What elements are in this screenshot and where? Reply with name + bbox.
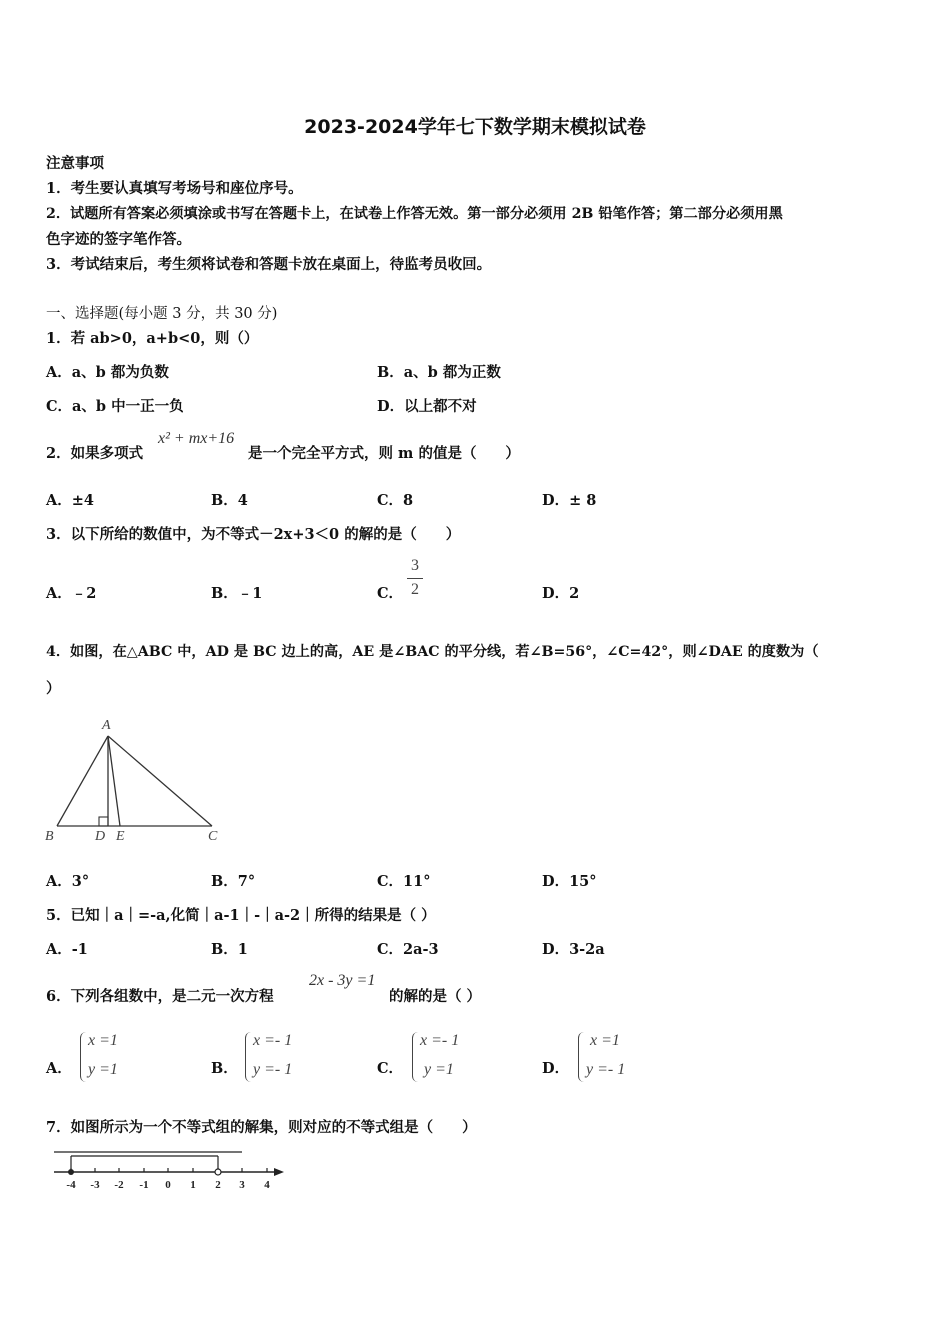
- q5-option-b: B．1: [211, 941, 248, 958]
- q2-option-d: D．± 8: [542, 492, 597, 509]
- q2-expression: x² + mx+16: [158, 430, 235, 447]
- q4-stem: 4．如图，在△ABC 中，AD 是 BC 边上的高，AE 是∠BAC 的平分线，若∠B=56°，∠C=42°，则∠DAE 的度数为（: [46, 644, 819, 660]
- label-b: B: [45, 829, 54, 844]
- notice-heading: 注意事项: [46, 155, 104, 172]
- q6-option-d-line2: y =- 1: [586, 1061, 626, 1078]
- q6-option-b-line1: x =- 1: [253, 1032, 293, 1049]
- q1-option-a: A．a、b 都为负数: [46, 364, 169, 381]
- notice-item-2: 2．试题所有答案必须填涂或书写在答题卡上，在试卷上作答无效。第一部分必须用 2B 铅笔作答；第二部分必须用黑: [46, 206, 783, 222]
- right-angle-mark: [99, 817, 108, 826]
- q3-fraction-numerator: 3: [411, 557, 419, 574]
- tick-label: 1: [190, 1179, 196, 1191]
- q6-option-a-line2: y =1: [88, 1061, 118, 1078]
- q4-option-b: B．7°: [211, 873, 256, 890]
- label-a: A: [102, 718, 111, 733]
- side-ab: [57, 736, 108, 826]
- q3-stem: 3．以下所给的数值中，为不等式－2x+3＜0 的解的是（ ）: [46, 526, 461, 543]
- number-line-figure: [46, 1146, 296, 1194]
- q3-option-a: A．﹣2: [46, 585, 97, 602]
- q1-option-c: C．a、b 中一正一负: [46, 398, 184, 415]
- q4-option-a: A．3°: [46, 873, 90, 890]
- q5-option-a: A．-1: [46, 941, 88, 958]
- q1-option-d: D．以上都不对: [377, 398, 477, 415]
- brace-icon: [578, 1032, 585, 1082]
- q3-option-c: C．: [377, 585, 404, 602]
- tick-label: -1: [139, 1179, 149, 1191]
- solid-point-icon: [68, 1169, 74, 1175]
- label-c: C: [208, 829, 218, 844]
- bisector-ae: [108, 736, 120, 826]
- brace-icon: [245, 1032, 252, 1082]
- q5-option-d: D．3-2a: [542, 941, 605, 958]
- side-ac: [108, 736, 212, 826]
- q6-option-c-line2: y =1: [424, 1061, 454, 1078]
- q2-option-a: A．±4: [46, 492, 94, 509]
- label-e: E: [116, 829, 125, 844]
- q3-option-d: D．2: [542, 585, 580, 602]
- tick-label: -2: [114, 1179, 124, 1191]
- q7-stem: 7．如图所示为一个不等式组的解集，则对应的不等式组是（ ）: [46, 1119, 477, 1136]
- tick-label: -3: [90, 1179, 100, 1191]
- brace-icon: [412, 1032, 419, 1082]
- q6-option-a-line1: x =1: [88, 1032, 118, 1049]
- open-point-icon: [215, 1169, 221, 1175]
- q1-option-b: B．a、b 都为正数: [377, 364, 501, 381]
- q5-option-c: C．2a-3: [377, 941, 439, 958]
- page-title: 2023-2024学年七下数学期末模拟试卷: [304, 116, 646, 138]
- tick-label: 2: [215, 1179, 221, 1191]
- notice-item-3: 3．考试结束后，考生须将试卷和答题卡放在桌面上，待监考员收回。: [46, 256, 492, 273]
- q3-fraction-denominator: 2: [411, 581, 419, 598]
- section-heading: 一、选择题(每小题 3 分，共 30 分): [46, 306, 278, 322]
- q6-option-c-label: C．: [377, 1060, 404, 1077]
- q4-option-d: D．15°: [542, 873, 597, 890]
- arrow-right-icon: [274, 1168, 284, 1176]
- tick-label: 4: [264, 1179, 270, 1191]
- q3-option-b: B．﹣1: [211, 585, 263, 602]
- q6-option-c-line1: x =- 1: [420, 1032, 460, 1049]
- q6-stem-pre: 6．下列各组数中，是二元一次方程: [46, 988, 274, 1005]
- q6-stem-post: 的解的是（ ）: [389, 988, 482, 1005]
- q1-stem: 1．若 ab>0，a+b<0，则（）: [46, 330, 259, 347]
- notice-item-1: 1．考生要认真填写考场号和座位序号。: [46, 180, 303, 197]
- q2-stem-post: 是一个完全平方式，则 m 的值是（ ）: [248, 445, 520, 462]
- q6-option-b-line2: y =- 1: [253, 1061, 293, 1078]
- q4-stem-end: ）: [46, 680, 61, 697]
- q6-expression: 2x - 3y =1: [309, 972, 376, 989]
- tick-label: 0: [165, 1179, 171, 1191]
- q4-option-c: C．11°: [377, 873, 431, 890]
- q6-option-a-label: A．: [46, 1060, 72, 1077]
- tick-label: 3: [239, 1179, 245, 1191]
- q6-option-d-line1: x =1: [590, 1032, 620, 1049]
- triangle-figure: [40, 712, 230, 848]
- q6-option-b-label: B．: [211, 1060, 238, 1077]
- q6-option-d-label: D．: [542, 1060, 570, 1077]
- q2-option-b: B．4: [211, 492, 248, 509]
- q2-option-c: C．8: [377, 492, 414, 509]
- q2-stem-pre: 2．如果多项式: [46, 445, 144, 462]
- q5-stem: 5．已知｜a｜=-a,化简｜a-1｜-｜a-2｜所得的结果是（ ）: [46, 907, 436, 924]
- label-d: D: [95, 829, 106, 844]
- notice-item-2-cont: 色字迹的签字笔作答。: [46, 231, 191, 248]
- fraction-bar: [407, 578, 423, 579]
- brace-icon: [80, 1032, 87, 1082]
- tick-label: -4: [66, 1179, 76, 1191]
